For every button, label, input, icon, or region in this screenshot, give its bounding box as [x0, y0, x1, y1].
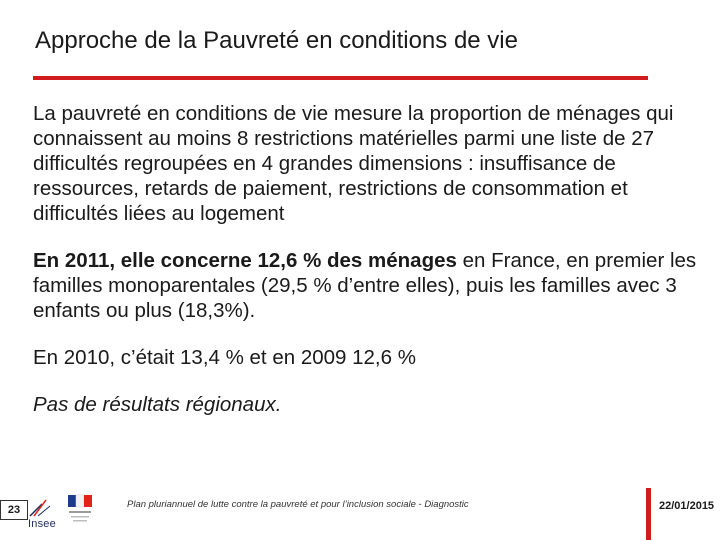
paragraph-previous-years: En 2010, c’était 13,4 % et en 2009 12,6 % [33, 346, 416, 369]
paragraph-regional-note: Pas de résultats régionaux. [33, 393, 282, 416]
footer-accent-bar [646, 488, 651, 540]
paragraph-definition: La pauvreté en conditions de vie mesure la proportion de ménages qui connaissent au moins 8 restrictions matérielles parmi une liste de 27 difficultés regroupées en 4 grandes dimensions : insuffisance de ressources, retards de paiement, restrictions de consommation et difficultés liées au logement [33, 102, 674, 225]
title-underline [33, 76, 648, 80]
insee-logo-text: Insee [28, 518, 56, 530]
paragraph-2011-detail: en France, en premier les familles monoparentales (29,5 % d’entre elles), puis les familles avec 3 enfants ou plus (18,3%). [33, 249, 697, 322]
paragraph-2011-highlight: En 2011, elle concerne 12,6 % des ménages [33, 249, 457, 272]
slide-body [33, 101, 703, 417]
footer-caption: Plan pluriannuel de lutte contre la pauvreté et pour l’inclusion sociale - Diagnostic [127, 499, 469, 510]
footer-date: 22/01/2015 [659, 500, 715, 512]
page-number: 23 [0, 500, 28, 520]
paragraph-2011 [33, 248, 703, 323]
republique-francaise-logo-icon [66, 493, 96, 533]
slide-footer [0, 488, 720, 540]
slide-title: Approche de la Pauvreté en conditions de vie [35, 27, 518, 54]
